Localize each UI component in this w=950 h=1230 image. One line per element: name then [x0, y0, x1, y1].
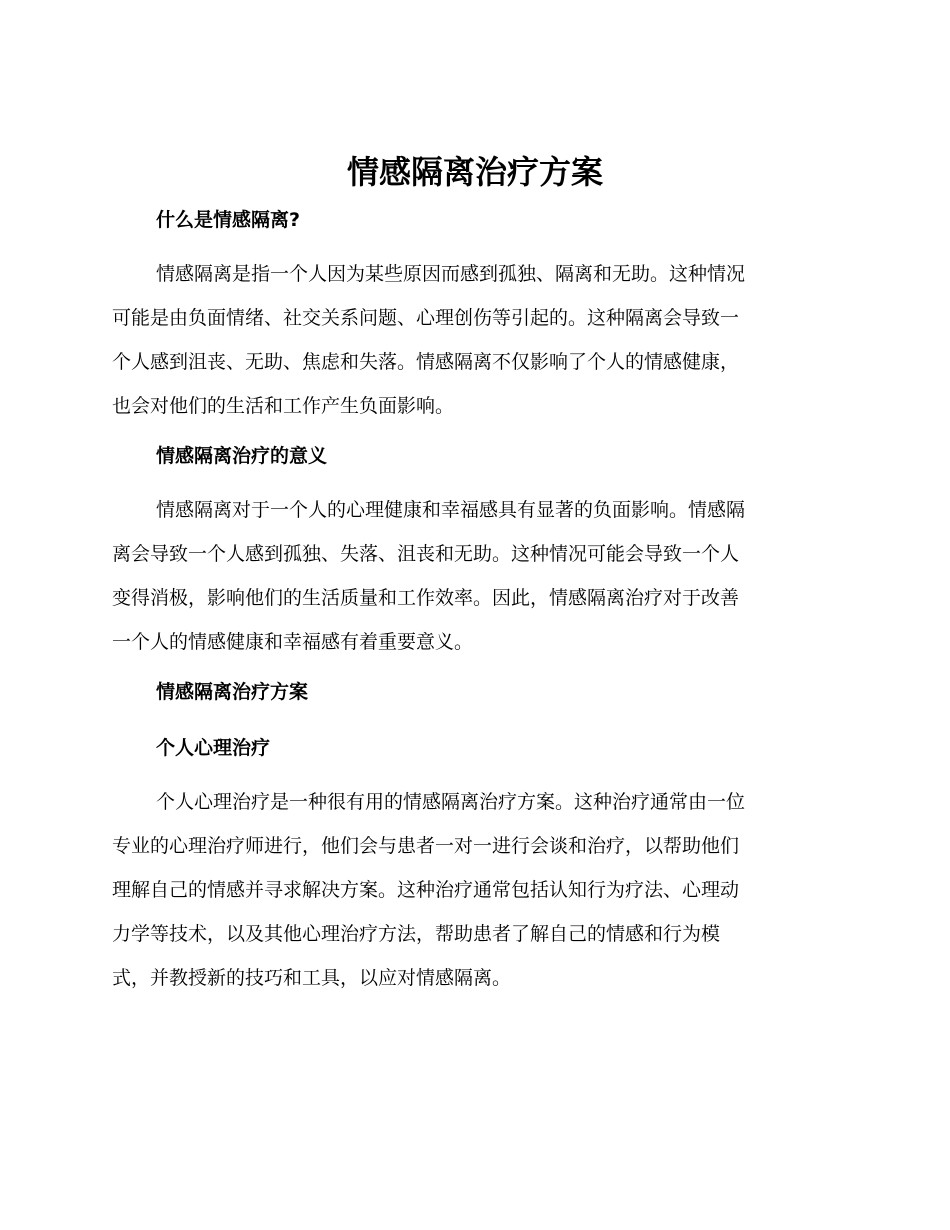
section-heading-treatment-plan: 情感隔离治疗方案: [156, 681, 309, 703]
paragraph-line: 可能是由负面情绪、社交关系问题、心理创伤等引起的。这种隔离会导致一: [112, 307, 740, 329]
section-paragraph-significance: [112, 488, 830, 664]
document-title: 情感隔离治疗方案: [346, 153, 603, 191]
section-heading-significance: 情感隔离治疗的意义: [156, 445, 328, 467]
paragraph-line: 情感隔离是指一个人因为某些原因而感到孤独、隔离和无助。这种情况: [156, 263, 746, 285]
paragraph-line: 也会对他们的生活和工作产生负面影响。: [112, 395, 455, 417]
paragraph-line: 一个人的情感健康和幸福感有着重要意义。: [112, 631, 474, 653]
section-paragraph-what-is: [112, 252, 830, 428]
section-heading-individual-therapy: 个人心理治疗: [156, 737, 271, 759]
paragraph-line: 离会导致一个人感到孤独、失落、沮丧和无助。这种情况可能会导致一个人: [112, 543, 740, 565]
paragraph-line: 个人心理治疗是一种很有用的情感隔离治疗方案。这种治疗通常由一位: [156, 791, 746, 813]
section-paragraph-individual-therapy: [112, 780, 830, 1000]
paragraph-line: 力学等技术，以及其他心理治疗方法，帮助患者了解自己的情感和行为模: [112, 923, 721, 945]
paragraph-line: 变得消极，影响他们的生活质量和工作效率。因此，情感隔离治疗对于改善: [112, 587, 740, 609]
paragraph-line: 专业的心理治疗师进行，他们会与患者一对一进行会谈和治疗，以帮助他们: [112, 835, 740, 857]
paragraph-line: 个人感到沮丧、无助、焦虑和失落。情感隔离不仅影响了个人的情感健康，: [112, 351, 740, 373]
section-heading-what-is: 什么是情感隔离?: [156, 209, 301, 231]
paragraph-line: 式，并教授新的技巧和工具，以应对情感隔离。: [112, 967, 512, 989]
paragraph-line: 情感隔离对于一个人的心理健康和幸福感具有显著的负面影响。情感隔: [156, 499, 746, 521]
paragraph-line: 理解自己的情感并寻求解决方案。这种治疗通常包括认知行为疗法、心理动: [112, 879, 740, 901]
